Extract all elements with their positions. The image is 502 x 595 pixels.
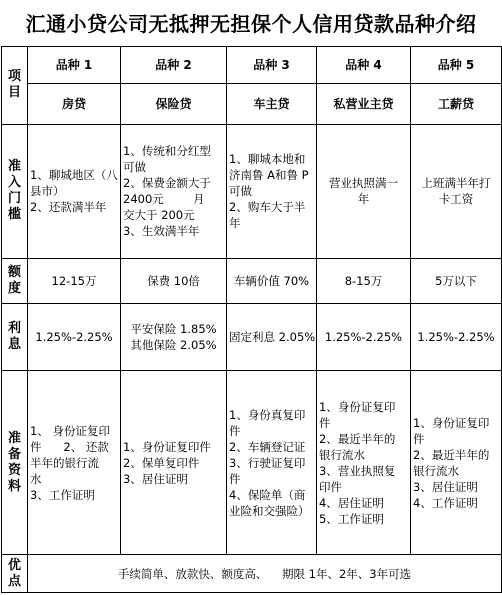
cell-line: 4、工作证明 — [413, 495, 478, 510]
cell-line: 水 — [30, 471, 42, 486]
product-index-2: 品种 2 — [121, 47, 227, 84]
cell-line: 2400元 月 — [123, 192, 205, 207]
product-table — [1, 46, 502, 593]
cell-line: 2、保费金额大于 — [123, 176, 211, 191]
interest-cell-1 — [28, 304, 121, 371]
docs-cell-4 — [317, 371, 411, 555]
cell-line: 半年的银行流 — [30, 455, 99, 470]
entry-cell-3 — [227, 124, 317, 258]
amount-cell-3: 车辆价值 70% — [227, 258, 317, 303]
cell-line: 交大于 200元 — [123, 208, 195, 223]
cell-line: 2、还款满半年 — [30, 200, 107, 215]
product-name-1: 房贷 — [28, 83, 121, 124]
product-index-1: 品种 1 — [28, 47, 121, 84]
cell-line: 平安保险 1.85% — [130, 322, 217, 337]
product-name-3: 车主贷 — [227, 83, 317, 124]
page-title: 汇通小贷公司无抵押无担保个人信用贷款品种介绍 — [25, 11, 477, 36]
product-name-2: 保险贷 — [121, 83, 227, 124]
entry-cell-5 — [411, 124, 502, 258]
cell-line: 年 — [357, 192, 370, 207]
cell-line: 1、聊城本地和 — [229, 152, 306, 167]
cell-line: 3、行驶证复印 — [229, 455, 306, 470]
amount-cell-2: 保费 10倍 — [121, 258, 227, 303]
cell-line: 卡工资 — [438, 192, 474, 207]
cell-line: 5、工作证明 — [319, 511, 384, 526]
product-name-5: 工薪贷 — [411, 83, 502, 124]
cell-line: 1、身份证复印 — [413, 415, 490, 430]
entry-cell-1 — [28, 124, 121, 258]
interest-row — [2, 304, 502, 371]
entry-cell-2 — [121, 124, 227, 258]
interest-cell-3 — [227, 304, 317, 371]
interest-cell-2 — [121, 304, 227, 371]
cell-line: 3、工作证明 — [30, 487, 95, 502]
product-index-3: 品种 3 — [227, 47, 317, 84]
cell-line: 3、居住证明 — [123, 471, 188, 486]
amount-cell-5: 5万以下 — [411, 258, 502, 303]
entry-requirement-row — [2, 124, 502, 258]
product-name-row — [2, 83, 502, 124]
cell-line: 件 — [413, 431, 425, 446]
docs-row-header: 准备资料 — [2, 371, 28, 555]
docs-cell-1 — [28, 371, 121, 555]
product-index-4: 品种 4 — [317, 47, 411, 84]
docs-cell-2 — [121, 371, 227, 555]
amount-cell-1: 12-15万 — [28, 258, 121, 303]
cell-line: 2、保单复印件 — [123, 455, 200, 470]
interest-cell-5 — [411, 304, 502, 371]
cell-line: 2、最近半年的 — [319, 431, 396, 446]
interest-row-header: 利息 — [2, 304, 28, 371]
amount-row — [2, 258, 502, 303]
cell-line: 件 — [229, 423, 241, 438]
entry-cell-4 — [317, 124, 411, 258]
cell-line: 1.25%-2.25% — [35, 330, 113, 345]
interest-cell-4 — [317, 304, 411, 371]
cell-line: 营业执照满一 — [329, 176, 398, 191]
cell-line: 2、车辆登记证 — [229, 439, 306, 454]
cell-line: 印件 — [319, 479, 342, 494]
cell-line: 县市） — [30, 184, 65, 199]
cell-line: 1.25%-2.25% — [417, 330, 495, 345]
product-index-5: 品种 5 — [411, 47, 502, 84]
cell-line: 3、营业执照复 — [319, 463, 396, 478]
cell-line: 银行流水 — [319, 447, 365, 462]
product-index-row — [2, 47, 502, 84]
item-row-header: 项目 — [2, 47, 28, 125]
cell-line: 其他保险 2.05% — [130, 338, 217, 353]
amount-cell-4: 8-15万 — [317, 258, 411, 303]
cell-line: 年 — [229, 216, 241, 231]
advantage-row-header: 优点 — [2, 555, 28, 593]
cell-line: 1、身份证复印件 — [123, 439, 211, 454]
cell-line: 2、购车大于半 — [229, 200, 306, 215]
cell-line: 1、身份证复印 — [319, 399, 396, 414]
cell-line: 济南鲁 A和鲁 P — [229, 168, 309, 183]
cell-line: 4、居住证明 — [319, 495, 384, 510]
cell-line: 件 — [229, 471, 241, 486]
cell-line: 银行流水 — [413, 463, 459, 478]
cell-line: 3、生效满半年 — [123, 224, 200, 239]
cell-line: 3、居住证明 — [413, 479, 478, 494]
cell-line: 业险和交强险） — [229, 503, 310, 518]
cell-line: 可做 — [123, 160, 146, 175]
advantage-row — [2, 555, 502, 593]
cell-line: 1、身份真复印 — [229, 407, 306, 422]
amount-row-header: 额度 — [2, 258, 28, 303]
documents-row — [2, 371, 502, 555]
cell-line: 件 2、 还款 — [30, 439, 109, 454]
cell-line: 1、 身份证复印 — [30, 423, 110, 438]
entry-row-header: 准入门槛 — [2, 124, 28, 258]
cell-line: 2、最近半年的 — [413, 447, 490, 462]
docs-cell-3 — [227, 371, 317, 555]
advantage-cell: 手续简单、放款快、额度高、 期限 1年、2年、3年可选 — [28, 555, 502, 593]
cell-line: 件 — [319, 415, 331, 430]
docs-cell-5 — [411, 371, 502, 555]
cell-line: 1、聊城地区（八 — [30, 168, 118, 183]
cell-line: 固定利息 2.05% — [229, 330, 316, 345]
cell-line: 上班满半年打 — [421, 176, 491, 191]
cell-line: 1、传统和分红型 — [123, 144, 211, 159]
cell-line: 4、保险单（商 — [229, 487, 306, 502]
product-name-4: 私营业主贷 — [317, 83, 411, 124]
cell-line: 可做 — [229, 184, 252, 199]
cell-line: 1.25%-2.25% — [324, 330, 403, 345]
